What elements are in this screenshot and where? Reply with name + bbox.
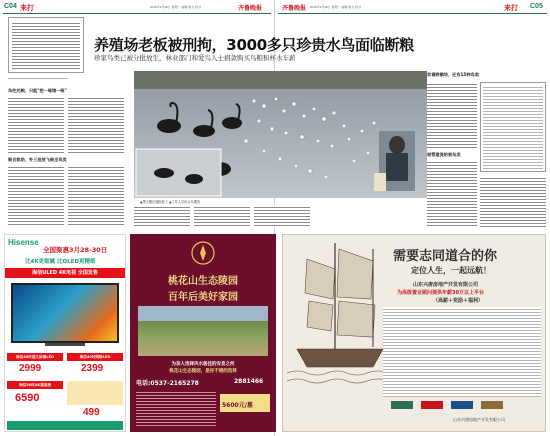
newspaper-logo-left: 齐鲁晚报	[238, 5, 263, 12]
header-meta-right: 2016年3月28日 星期一 编辑 版式 校对	[310, 5, 362, 9]
partner-logo-3	[451, 401, 473, 409]
text-column-1b	[68, 96, 124, 154]
header-rule-left	[3, 13, 271, 14]
section-name-left: 来打	[20, 5, 34, 12]
price-c: 6590	[15, 392, 40, 404]
recruit-subtitle: 定位人生，一起远航！	[411, 266, 491, 275]
hisense-ad[interactable]	[4, 234, 126, 432]
hisense-promo-line: 比4K更细腻 比OLED更精细	[25, 259, 96, 265]
subsection-title-2: 聚合救助，补三批放飞候全鸟类	[8, 157, 67, 162]
subsection-title-3: 家看野鹅场，还有15种鸟类	[427, 72, 479, 77]
cemetery-ad[interactable]	[130, 234, 276, 432]
recruit-highlight: 为高级置业顾问提供年薪30万以上平台	[397, 290, 484, 296]
cemetery-aerial-photo	[138, 306, 268, 356]
subsection-title-4: 相帮建流助被鸟类	[427, 152, 461, 157]
newspaper-logo-right: 齐鲁晚报	[282, 5, 307, 12]
hisense-title-bar: 海信ULED 4K电视 全国发售	[5, 268, 125, 278]
hisense-date-line: 全国聚惠3月28-30日	[43, 246, 108, 254]
product-label-b: 海信40吋网络LED	[67, 353, 123, 361]
article-intro-box	[8, 17, 84, 73]
text-column-3b	[194, 205, 250, 227]
reporter-byline	[8, 76, 68, 79]
cemetery-emblem-icon	[190, 240, 216, 266]
cemetery-title-2: 百年后美好家园	[168, 292, 238, 303]
photo-caption: ▲黑天鹅在湖面游弋 ▲工作人员给水鸟喂食	[140, 200, 201, 204]
recruit-title: 需要志同道合的你	[393, 249, 498, 264]
page-code-left: C04	[4, 3, 17, 10]
product-label-c: 海信50吋4K超高清	[7, 381, 63, 389]
header-meta-left: 2016年3月28日 星期一 编辑 版式 校对	[150, 5, 202, 9]
sailing-ship-icon	[287, 239, 391, 389]
cemetery-price: 5600元/墓	[222, 402, 253, 409]
cemetery-phone: 电话:0537-2165278	[136, 380, 199, 387]
subsection-title-1: 鸟吃光粮，只能"挖一啄饿一啄"	[8, 88, 67, 93]
sidebar-box	[480, 82, 546, 172]
cemetery-details-text	[136, 390, 216, 426]
cemetery-slogan-2: 桃花山生态陵园，是你不错的选择	[169, 369, 237, 374]
text-column-2a	[8, 165, 64, 227]
text-column-3a	[134, 205, 190, 227]
tv-product-image	[11, 283, 119, 343]
page-code-right: C05	[530, 3, 543, 10]
recruit-footer: 山东兴唐房地产开发有限公司	[453, 417, 505, 422]
article-photo-swans	[134, 71, 427, 198]
recruit-body-text	[383, 307, 541, 397]
text-column-4c	[480, 176, 546, 227]
recruit-bracket: （高薪＋奖励＋福利）	[433, 298, 484, 304]
hisense-footer-bar	[7, 421, 123, 430]
tv-stand	[45, 343, 85, 346]
swans-photo-image	[134, 71, 427, 198]
partner-logo-2	[421, 401, 443, 409]
text-column-2b	[68, 165, 124, 227]
section-name-right: 来打	[504, 5, 518, 12]
partner-logos	[391, 401, 541, 411]
price-d: 499	[83, 407, 100, 418]
hisense-logo: Hisense	[8, 238, 39, 247]
cemetery-phone-2: 2881466	[234, 378, 264, 385]
cemetery-title-1: 桃花山生态陵园	[168, 276, 238, 287]
text-column-4b	[427, 160, 477, 227]
product-thumb-d	[67, 381, 123, 405]
text-column-4a	[427, 82, 477, 148]
price-a: 2999	[19, 363, 42, 374]
price-b: 2399	[81, 363, 104, 374]
recruit-company-line: 山东兴唐房地产开发有限公司	[413, 282, 479, 288]
text-column-3c	[254, 205, 310, 227]
recruitment-ad[interactable]	[282, 234, 546, 432]
header-rule-right	[278, 13, 547, 14]
partner-logo-4	[481, 401, 503, 409]
article-subhead: 珍家鸟类已被分批放生，林业部门和爱鸟人士捐款购买鸟粮积杯水车薪	[94, 54, 296, 62]
cemetery-slogan-1: 为亲人选择风水极佳的安息之所	[171, 362, 235, 367]
article-headline: 养殖场老板被刑拘，3000多只珍贵水鸟面临断粮	[94, 36, 414, 54]
text-column-1a	[8, 96, 64, 154]
partner-logo-1	[391, 401, 413, 409]
product-label-a: 海信40吋超大屏幕LED	[7, 353, 63, 361]
